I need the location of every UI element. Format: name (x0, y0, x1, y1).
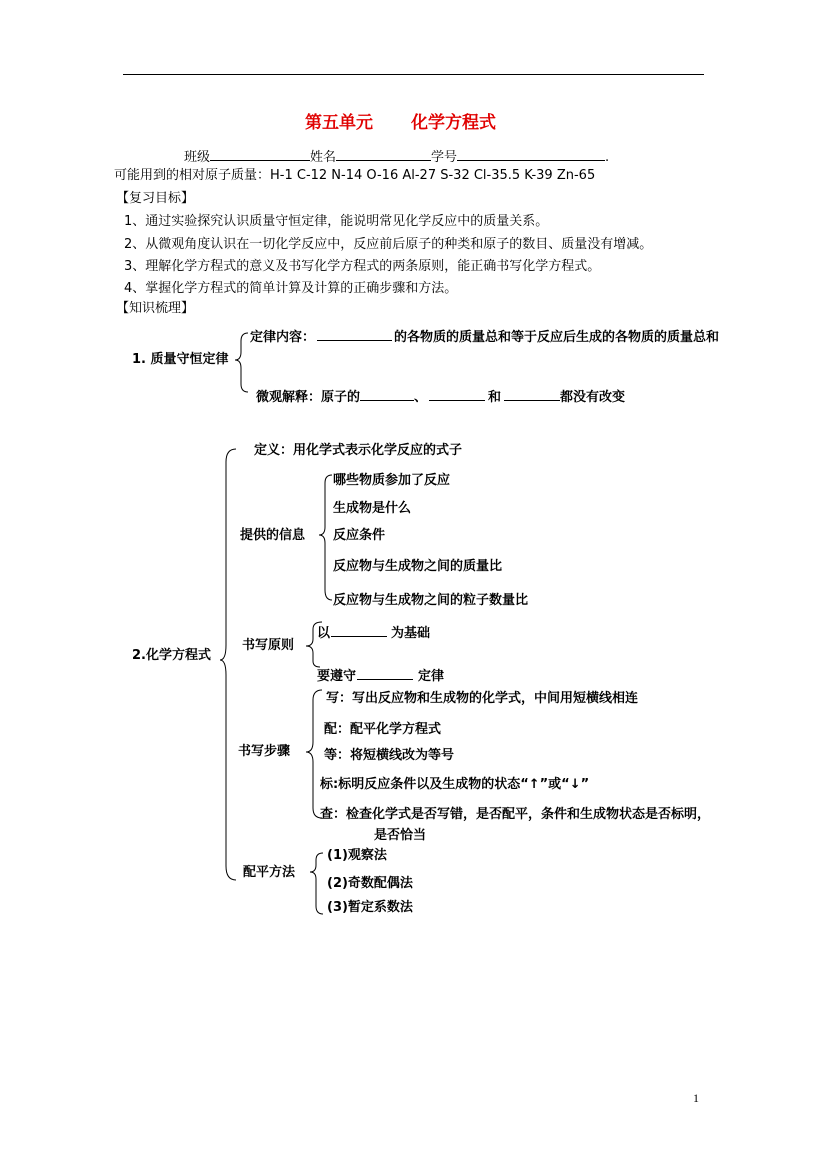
micro-blank-3[interactable] (504, 386, 560, 401)
micro-blank-2[interactable] (429, 386, 485, 401)
principle-label: 书写原则 (242, 638, 295, 653)
info-item: 生成物是什么 (333, 501, 412, 516)
review-heading: 【复习目标】 (116, 191, 195, 206)
info-item: 反应条件 (333, 528, 386, 543)
info-brace (319, 475, 332, 600)
review-goal: 2、从微观角度认识在一切化学反应中，反应前后原子的种类和原子的数目、质量没有增减。 (124, 237, 653, 252)
balance-label: 配平方法 (243, 865, 296, 880)
balance-method: (3)暂定系数法 (327, 900, 413, 915)
principle-item: 要遵守 定律 (317, 665, 444, 686)
steps-label: 书写步骤 (238, 744, 291, 759)
equation-definition: 定义：用化学式表示化学反应的式子 (254, 443, 463, 458)
law-brace (235, 333, 248, 392)
balance-method: (2)奇数配偶法 (327, 876, 413, 891)
student-info-line: 班级 姓名 学号 . (184, 146, 609, 167)
balance-brace (310, 853, 323, 914)
info-item: 反应物与生成物之间的粒子数量比 (333, 593, 529, 608)
knowledge-heading: 【知识梳理】 (116, 301, 195, 316)
info-label: 提供的信息 (240, 528, 306, 543)
class-label: 班级 (184, 150, 211, 165)
equation-label: 2.化学方程式 (132, 648, 211, 663)
review-goal: 4、掌握化学方程式的简单计算及计算的正确步骤和方法。 (124, 281, 458, 296)
page-number: 1 (693, 1091, 699, 1105)
micro-blank-1[interactable] (360, 386, 414, 401)
principle-blank-1[interactable] (331, 622, 387, 637)
law-micro-explanation: 微观解释：原子的 、 和 都没有改变 (256, 386, 625, 407)
info-item: 反应物与生成物之间的质量比 (333, 559, 503, 574)
principle-blank-2[interactable] (357, 665, 413, 680)
name-label: 姓名 (310, 150, 337, 165)
equation-main-brace (220, 449, 236, 880)
law-label: 1. 质量守恒定律 (132, 352, 229, 367)
balance-method: (1)观察法 (327, 848, 387, 863)
principle-item: 以 为基础 (317, 622, 430, 643)
page-title: 第五单元 化学方程式 (305, 113, 496, 133)
step-mark: 标:标明反应条件以及生成物的状态“↑”或“↓” (320, 777, 590, 792)
step-check-continuation: 是否恰当 (374, 828, 427, 843)
law-content: 定律内容： 的各物质的质量总和等于反应后生成的各物质的质量总和 (250, 326, 719, 347)
step-write: 写：写出反应物和生成物的化学式，中间用短横线相连 (326, 691, 639, 706)
law-content-blank[interactable] (317, 326, 392, 341)
step-equals: 等：将短横线改为等号 (324, 748, 455, 763)
atomic-masses: 可能用到的相对原子质量：H-1 C-12 N-14 O-16 Al-27 S-32 Cl-35.5 K-39 Zn-65 (114, 168, 596, 183)
review-goal: 1、通过实验探究认识质量守恒定律，能说明常见化学反应中的质量关系。 (124, 214, 549, 229)
step-balance: 配：配平化学方程式 (324, 722, 442, 737)
info-item: 哪些物质参加了反应 (333, 473, 451, 488)
review-goal: 3、理解化学方程式的意义及书写化学方程式的两条原则，能正确书写化学方程式。 (124, 259, 601, 274)
step-check: 查：检查化学式是否写错，是否配平，条件和生成物状态是否标明， (320, 807, 711, 822)
steps-brace (306, 690, 322, 818)
student-id-label: 学号 (431, 150, 458, 165)
